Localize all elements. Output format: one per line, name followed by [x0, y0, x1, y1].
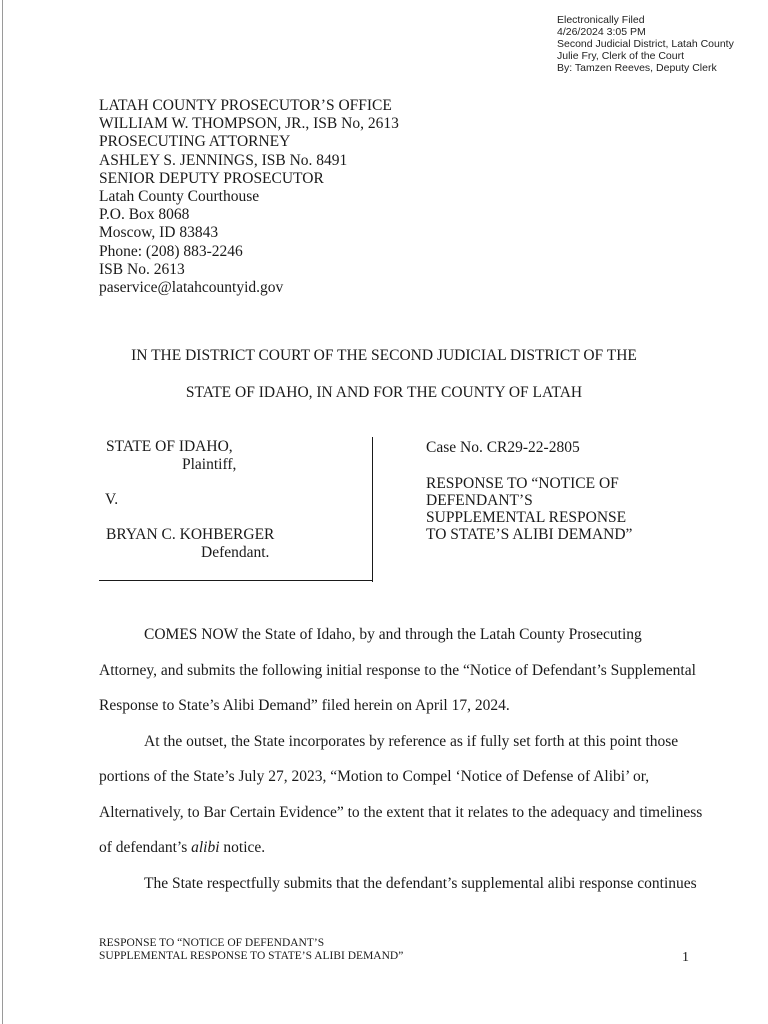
body-paragraph — [99, 724, 703, 866]
footer-title-line: SUPPLEMENTAL RESPONSE TO STATE’S ALIBI DEMAND” — [99, 950, 404, 962]
page-number: 1 — [682, 950, 689, 965]
filing-stamp — [557, 14, 734, 74]
stamp-line: Julie Fry, Clerk of the Court — [557, 50, 685, 62]
stamp-line: 4/26/2024 3:05 PM — [557, 26, 646, 38]
body-paragraph — [99, 617, 696, 724]
body-line: At the outset, the State incorporates by reference as if fully set forth at this point those — [144, 732, 679, 750]
case-caption-parties — [106, 438, 274, 562]
body-line: Alternatively, to Bar Certain Evidence” to the extent that it relates to the adequacy and timeliness — [99, 803, 703, 821]
attorney-line: WILLIAM W. THOMPSON, JR., ISB No, 2613 — [99, 115, 399, 133]
stamp-line: Second Judicial District, Latah County — [557, 38, 734, 50]
attorney-line: Phone: (208) 883-2246 — [99, 242, 243, 260]
attorney-block — [99, 97, 399, 297]
attorney-line: LATAH COUNTY PROSECUTOR’S OFFICE — [99, 97, 392, 114]
attorney-line: ASHLEY S. JENNINGS, ISB No. 8491 — [99, 151, 348, 169]
document-body — [99, 617, 703, 901]
court-heading-line-2: STATE OF IDAHO, IN AND FOR THE COUNTY OF LATAH — [185, 384, 583, 401]
body-paragraph — [99, 866, 697, 902]
document-title-line: SUPPLEMENTAL RESPONSE — [426, 509, 627, 526]
attorney-line: ISB No. 2613 — [99, 260, 185, 278]
attorney-line: PROSECUTING ATTORNEY — [99, 133, 291, 151]
caption-divider — [372, 437, 373, 582]
footer-title-line: RESPONSE TO “NOTICE OF DEFENDANT’S — [99, 937, 325, 949]
margin-rule — [2, 0, 3, 1024]
body-line: Response to State’s Alibi Demand” filed herein on April 17, 2024. — [99, 697, 510, 714]
versus-label: V. — [105, 491, 119, 508]
court-heading-line-1: IN THE DISTRICT COURT OF THE SECOND JUDICIAL DISTRICT OF THE — [131, 347, 637, 364]
caption-underline — [99, 580, 373, 581]
attorney-line: P.O. Box 8068 — [99, 206, 190, 224]
plaintiff-role: Plaintiff, — [182, 456, 237, 473]
body-line: of defendant’s alibi notice. — [99, 839, 266, 856]
body-line: portions of the State’s July 27, 2023, “Motion to Compel ‘Notice of Defense of Alibi’ or, — [99, 768, 650, 785]
attorney-line: SENIOR DEPUTY PROSECUTOR — [99, 169, 324, 187]
defendant-name: BRYAN C. KOHBERGER — [106, 526, 275, 543]
body-line: COMES NOW the State of Idaho, by and through the Latah County Prosecuting — [144, 626, 642, 643]
stamp-line: Electronically Filed — [557, 14, 645, 26]
attorney-line: Latah County Courthouse — [99, 188, 260, 206]
attorney-line: Moscow, ID 83843 — [99, 224, 219, 242]
stamp-line: By: Tamzen Reeves, Deputy Clerk — [557, 62, 717, 74]
defendant-role: Defendant. — [201, 544, 270, 561]
document-title-line: DEFENDANT’S — [426, 492, 533, 509]
document-title-line: TO STATE’S ALIBI DEMAND” — [426, 526, 633, 543]
page-footer — [99, 937, 403, 963]
case-caption-details — [426, 439, 632, 543]
document-title-line: RESPONSE TO “NOTICE OF — [426, 475, 619, 492]
body-line: The State respectfully submits that the defendant’s supplemental alibi response continues — [144, 874, 697, 892]
emphasis-alibi: alibi — [191, 839, 220, 856]
attorney-email: paservice@latahcountyid.gov — [99, 279, 284, 297]
body-line: Attorney, and submits the following initial response to the “Notice of Defendant’s Supplemental — [99, 661, 696, 679]
case-number: Case No. CR29-22-2805 — [426, 439, 580, 456]
plaintiff-name: STATE OF IDAHO, — [106, 438, 233, 455]
